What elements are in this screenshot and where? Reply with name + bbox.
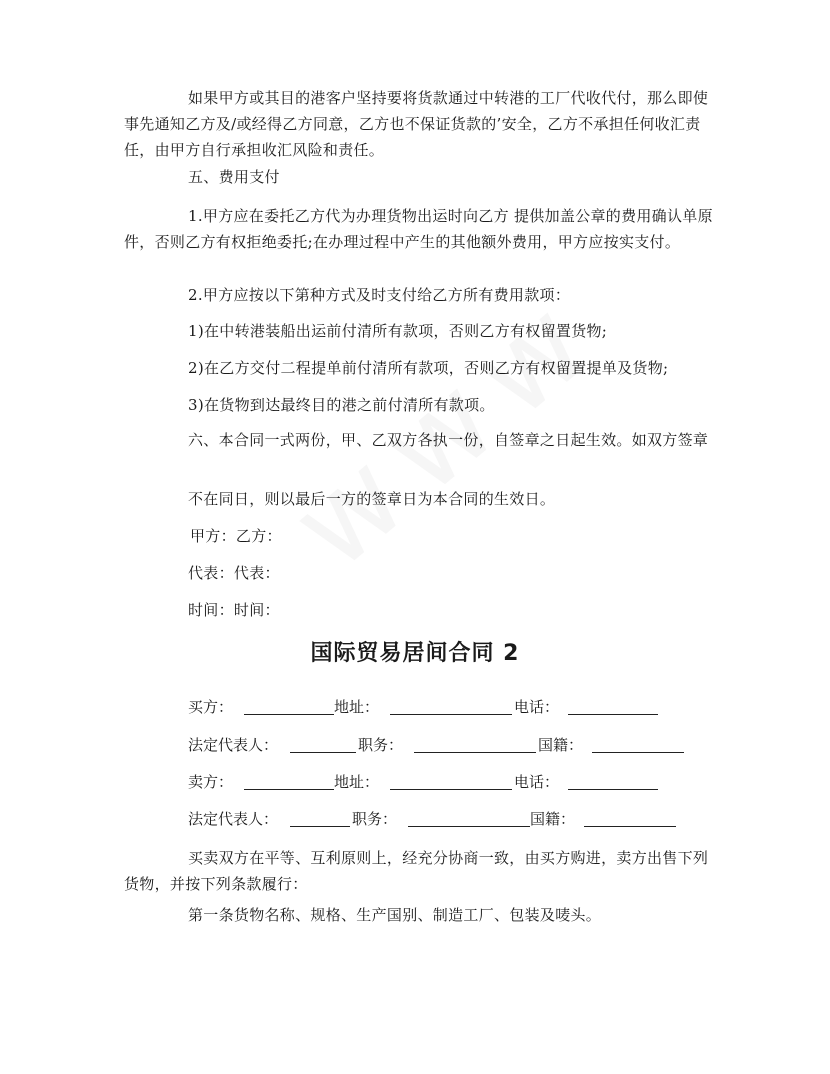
- paragraph-purchase-terms: 买卖双方在平等、互利原则上，经充分协商一致，由买方购进，卖方出售下列货物，并按下列条款履行：: [124, 849, 709, 893]
- seller-position-label: 职务：: [352, 810, 398, 828]
- buyer-address-label: 地址：: [334, 698, 380, 716]
- buyer-phone-blank[interactable]: [568, 696, 658, 715]
- paragraph-collection-risk: 如果甲方或其目的港客户坚持要将货款通过中转港的工厂代收代付，那么即使事先通知乙方及/或经得乙方同意，乙方也不保证货款的’安全，乙方不承担任何收汇责任，由甲方自行承担收汇风险和责任。: [124, 89, 709, 159]
- buyer-label: 买方：: [188, 698, 234, 716]
- list-item-payment-1: 1)在中转港装船出运前付清所有款项，否则乙方有权留置货物;: [188, 322, 608, 340]
- signature-representatives: 代表：代表：: [188, 564, 280, 582]
- signature-dates: 时间：时间：: [188, 601, 280, 619]
- paragraph-payment-method: 2.甲方应按以下第种方式及时支付给乙方所有费用款项：: [188, 286, 571, 304]
- buyer-nationality-label: 国籍：: [538, 736, 584, 754]
- paragraph-contract-copies: 六、本合同一式两份，甲、乙双方各执一份，自签章之日起生效。如双方签章: [188, 431, 709, 449]
- buyer-position-label: 职务：: [358, 736, 404, 754]
- section-heading-fees: 五、费用支付: [188, 168, 280, 186]
- buyer-phone-label: 电话：: [514, 698, 560, 716]
- seller-phone-label: 电话：: [514, 773, 560, 791]
- buyer-nationality-blank[interactable]: [592, 734, 684, 753]
- seller-blank[interactable]: [244, 771, 334, 790]
- paragraph-fee-confirmation: 1.甲方应在委托乙方代为办理货物出运时向乙方 提供加盖公章的费用确认单原件，否则乙方有权拒绝委托;在办理过程中产生的其他额外费用，甲方应按实支付。: [124, 207, 713, 251]
- seller-nationality-blank[interactable]: [584, 808, 676, 827]
- seller-legal-rep-label: 法定代表人：: [188, 810, 279, 828]
- buyer-legal-rep-label: 法定代表人：: [188, 736, 279, 754]
- buyer-legal-rep-blank[interactable]: [290, 734, 356, 753]
- list-item-payment-2: 2)在乙方交付二程提单前付清所有款项，否则乙方有权留置提单及货物;: [188, 359, 669, 377]
- buyer-blank[interactable]: [244, 696, 334, 715]
- seller-label: 卖方：: [188, 773, 234, 791]
- signature-parties: 甲方：乙方：: [190, 527, 282, 545]
- seller-position-blank[interactable]: [408, 808, 530, 827]
- seller-address-label: 地址：: [334, 773, 380, 791]
- seller-phone-blank[interactable]: [568, 771, 658, 790]
- seller-address-blank[interactable]: [390, 771, 512, 790]
- seller-legal-rep-blank[interactable]: [290, 808, 350, 827]
- list-item-payment-3: 3)在货物到达最终目的港之前付清所有款项。: [188, 396, 495, 414]
- article-1-heading: 第一条货物名称、规格、生产国别、制造工厂、包装及唛头。: [188, 906, 602, 924]
- seller-nationality-label: 国籍：: [530, 810, 576, 828]
- paragraph-effective-date: 不在同日，则以最后一方的签章日为本合同的生效日。: [188, 490, 556, 508]
- buyer-position-blank[interactable]: [414, 734, 536, 753]
- buyer-address-blank[interactable]: [390, 696, 512, 715]
- contract-title: 国际贸易居间合同 2: [310, 641, 520, 666]
